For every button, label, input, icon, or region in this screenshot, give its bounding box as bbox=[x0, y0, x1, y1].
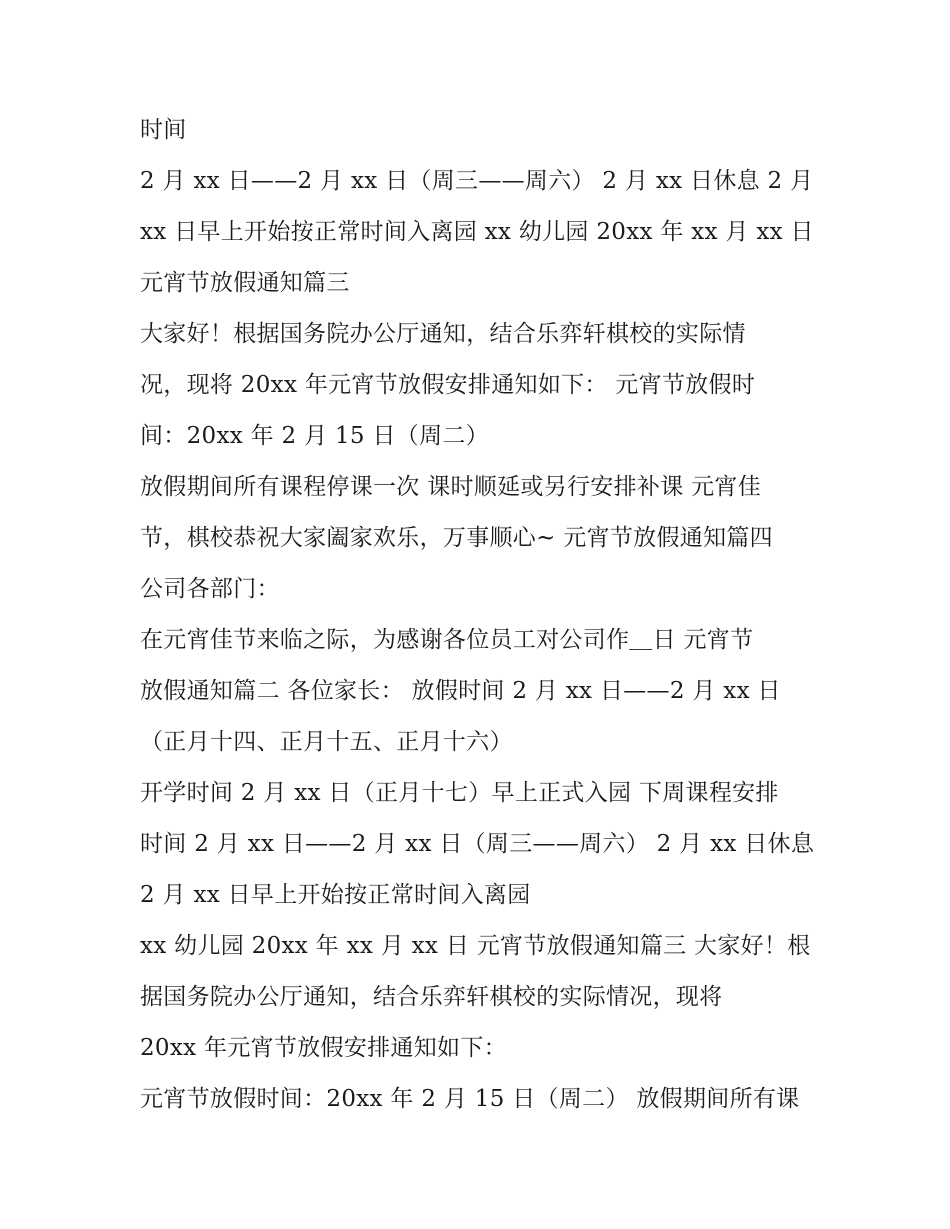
text-line: 在元宵佳节来临之际，为感谢各位员工对公司作＿日 元宵节 bbox=[140, 627, 754, 653]
text-line: 开学时间 2 月 xx 日（正月十七）早上正式入园 下周课程安排 bbox=[140, 780, 779, 806]
text-line: 放假通知篇二 各位家长： 放假时间 2 月 xx 日——2 月 xx 日 bbox=[140, 678, 781, 704]
text-line: 况，现将 20xx 年元宵节放假安排通知如下： 元宵节放假时 bbox=[140, 372, 756, 398]
text-line: 2 月 xx 日早上开始按正常时间入离园 bbox=[140, 882, 531, 908]
section-heading: 元宵节放假通知篇三 bbox=[140, 270, 350, 296]
text-line: 放假期间所有课程停课一次 课时顺延或另行安排补课 元宵佳 bbox=[140, 474, 762, 500]
text-line: （正月十四、正月十五、正月十六） bbox=[140, 729, 513, 755]
text-line: 节，棋校恭祝大家阖家欢乐，万事顺心~ 元宵节放假通知篇四 bbox=[140, 525, 773, 551]
text-line: 公司各部门： bbox=[140, 576, 280, 602]
document-body bbox=[140, 105, 820, 1125]
text-line: 时间 bbox=[140, 117, 187, 143]
text-line: 20xx 年元宵节放假安排通知如下： bbox=[140, 1035, 507, 1061]
text-line: 2 月 xx 日——2 月 xx 日（周三——周六） 2 月 xx 日休息 2 月 bbox=[140, 168, 814, 194]
text-line: 时间 2 月 xx 日——2 月 xx 日（周三——周六） 2 月 xx 日休息 bbox=[140, 831, 815, 857]
text-line: xx 幼儿园 20xx 年 xx 月 xx 日 元宵节放假通知篇三 大家好！根 bbox=[140, 933, 811, 959]
text-line: 据国务院办公厅通知，结合乐弈轩棋校的实际情况，现将 bbox=[140, 984, 723, 1010]
text-line: 大家好！根据国务院办公厅通知，结合乐弈轩棋校的实际情 bbox=[140, 321, 746, 347]
text-line: 间：20xx 年 2 月 15 日（周二） bbox=[140, 423, 489, 449]
text-line: xx 日早上开始按正常时间入离园 xx 幼儿园 20xx 年 xx 月 xx 日 bbox=[140, 219, 814, 245]
text-line: 元宵节放假时间：20xx 年 2 月 15 日（周二） 放假期间所有课 bbox=[140, 1086, 800, 1112]
